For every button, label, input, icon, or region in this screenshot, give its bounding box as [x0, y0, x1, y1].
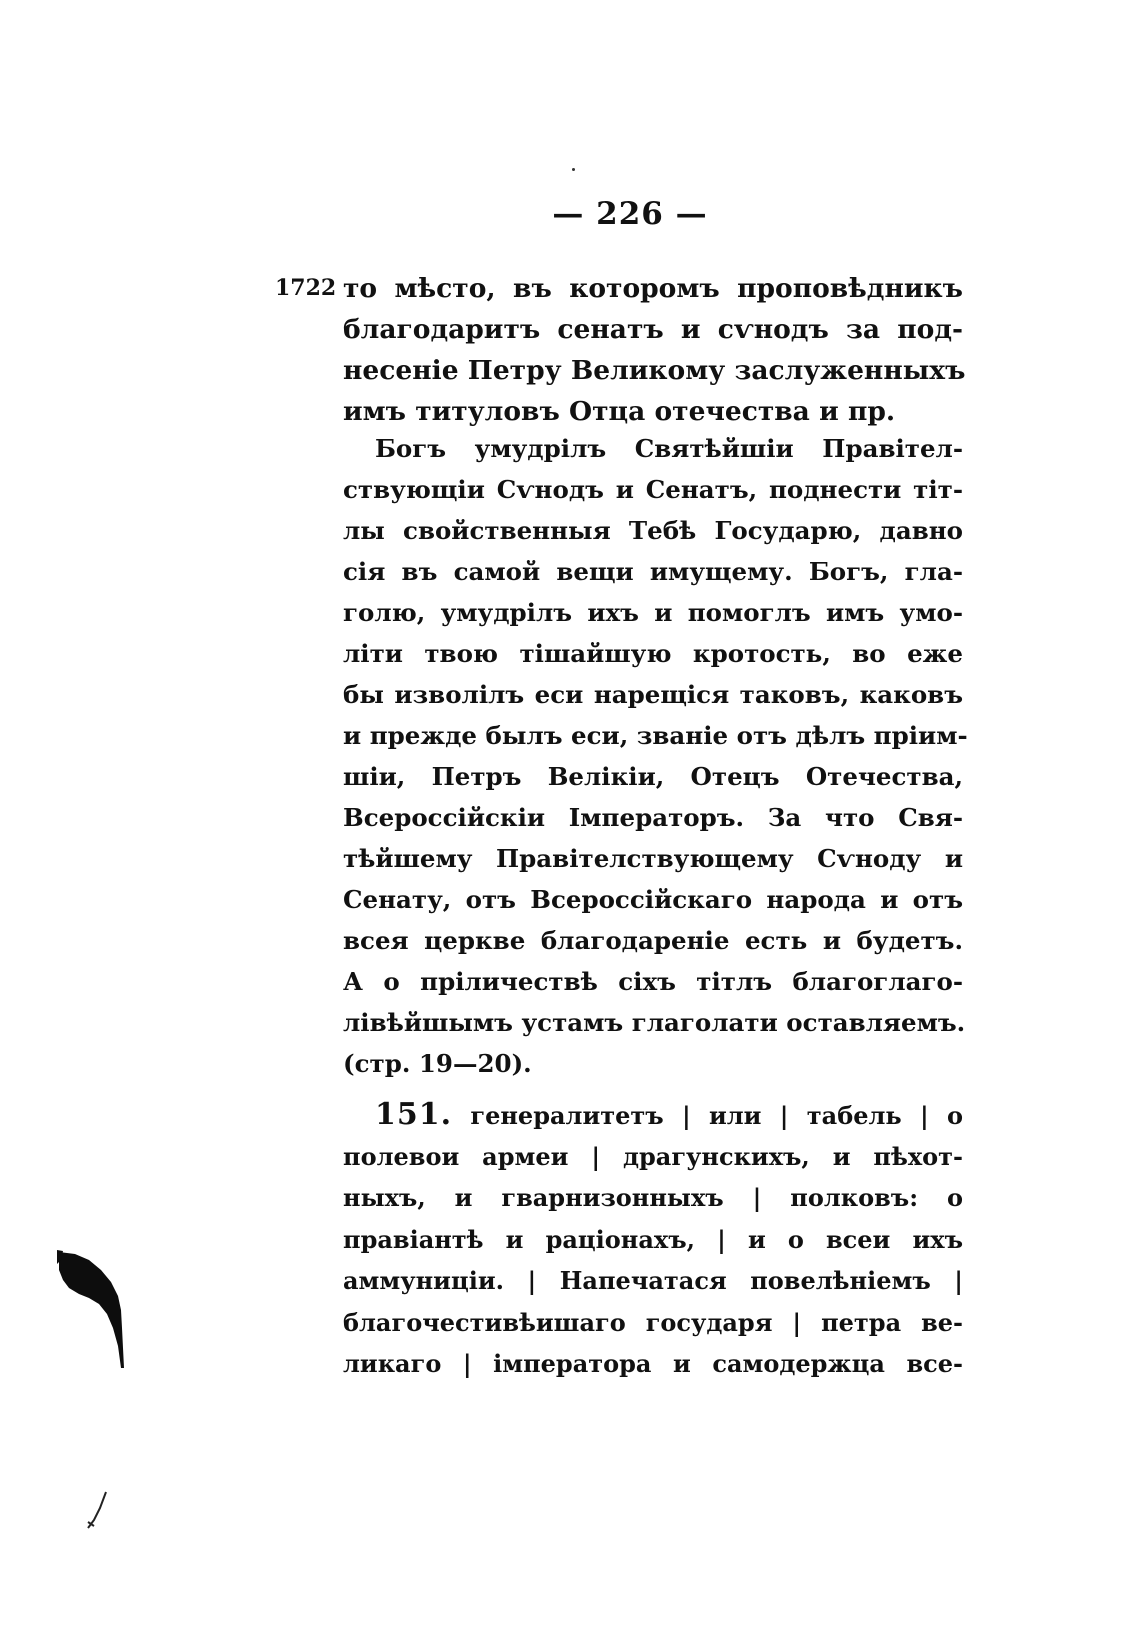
entry-first-line — [343, 1094, 963, 1136]
text-line: сiя въ самой вещи имущему. Богъ, гла- — [343, 557, 963, 586]
ink-scratch-mark — [84, 1490, 114, 1530]
text-line: бы изволiлъ еси нарещiся таковъ, каковъ — [343, 680, 963, 709]
text-line: ствующiи Сѵнодъ и Сенатъ, поднести тiт- — [343, 475, 963, 504]
bibliographic-entry — [343, 1094, 963, 1385]
text-line: всея церкве благодаренiе есть и будетъ. — [343, 926, 963, 955]
text-line: ныхъ, и гварнизонныхъ | полковъ: о — [343, 1183, 963, 1212]
text-line: Сенату, отъ Всероссiйскаго народа и отъ — [343, 885, 963, 914]
text-line: имъ титуловъ Отца отечества и пр. — [343, 396, 896, 427]
text-line: голю, умудрiлъ ихъ и помоглъ имъ умо- — [343, 598, 963, 627]
text-line: несеніе Петру Великому заслуженныхъ — [343, 355, 966, 386]
text-line: шiи, Петръ Велiкiи, Отецъ Отечества, — [343, 762, 963, 791]
speck-mark — [572, 168, 575, 171]
entry-number: 151. — [375, 1097, 453, 1132]
page-number: — 226 — — [552, 196, 708, 232]
ink-blot-mark — [55, 1250, 145, 1370]
text-line: и прежде былъ еси, званiе отъ дѣлъ прiим- — [343, 721, 968, 750]
text-line: ликаго | iмператора и самодержца все- — [343, 1349, 963, 1378]
text-line: то мѣсто, въ которомъ проповѣдникъ — [343, 273, 963, 304]
text-line: благодаритъ сенатъ и сѵнодъ за под- — [343, 314, 963, 345]
text-line: лiти твою тiшайшую кротость, во еже — [343, 639, 963, 668]
text-line: лы свойственныя Тебѣ Государю, давно — [343, 516, 963, 545]
margin-year: 1722 — [275, 275, 337, 301]
paragraph-intro — [343, 268, 966, 432]
text-line: тѣйшему Правiтелствующему Сѵноду и — [343, 844, 963, 873]
text-line: благочестивѣишагo государя | петра ве- — [343, 1307, 963, 1337]
text-line: (стр. 19—20). — [343, 1049, 532, 1078]
entry-title-start: генералитетъ | или | табель | о — [470, 1101, 964, 1130]
text-line: Богъ умудрiлъ Святѣйшiи Правiтел- — [375, 434, 963, 463]
text-line: А о прiличествѣ сiхъ тiтлъ благоглаго- — [343, 967, 963, 996]
text-line: полевои армеи | драгунскихъ, и пѣхот- — [343, 1141, 963, 1171]
paragraph-quotation — [343, 428, 968, 1084]
text-line: правiантѣ и рацiонахъ, | и о всеи ихъ — [343, 1224, 963, 1254]
text-line: лiвѣйшымъ устамъ глаголати оставляемъ. — [343, 1008, 966, 1037]
text-line: аммуницiи. | Напечатася повелѣнiемъ | — [343, 1266, 963, 1295]
text-line: Всероссiйскiи Iмператоръ. За что Свя- — [343, 803, 963, 832]
